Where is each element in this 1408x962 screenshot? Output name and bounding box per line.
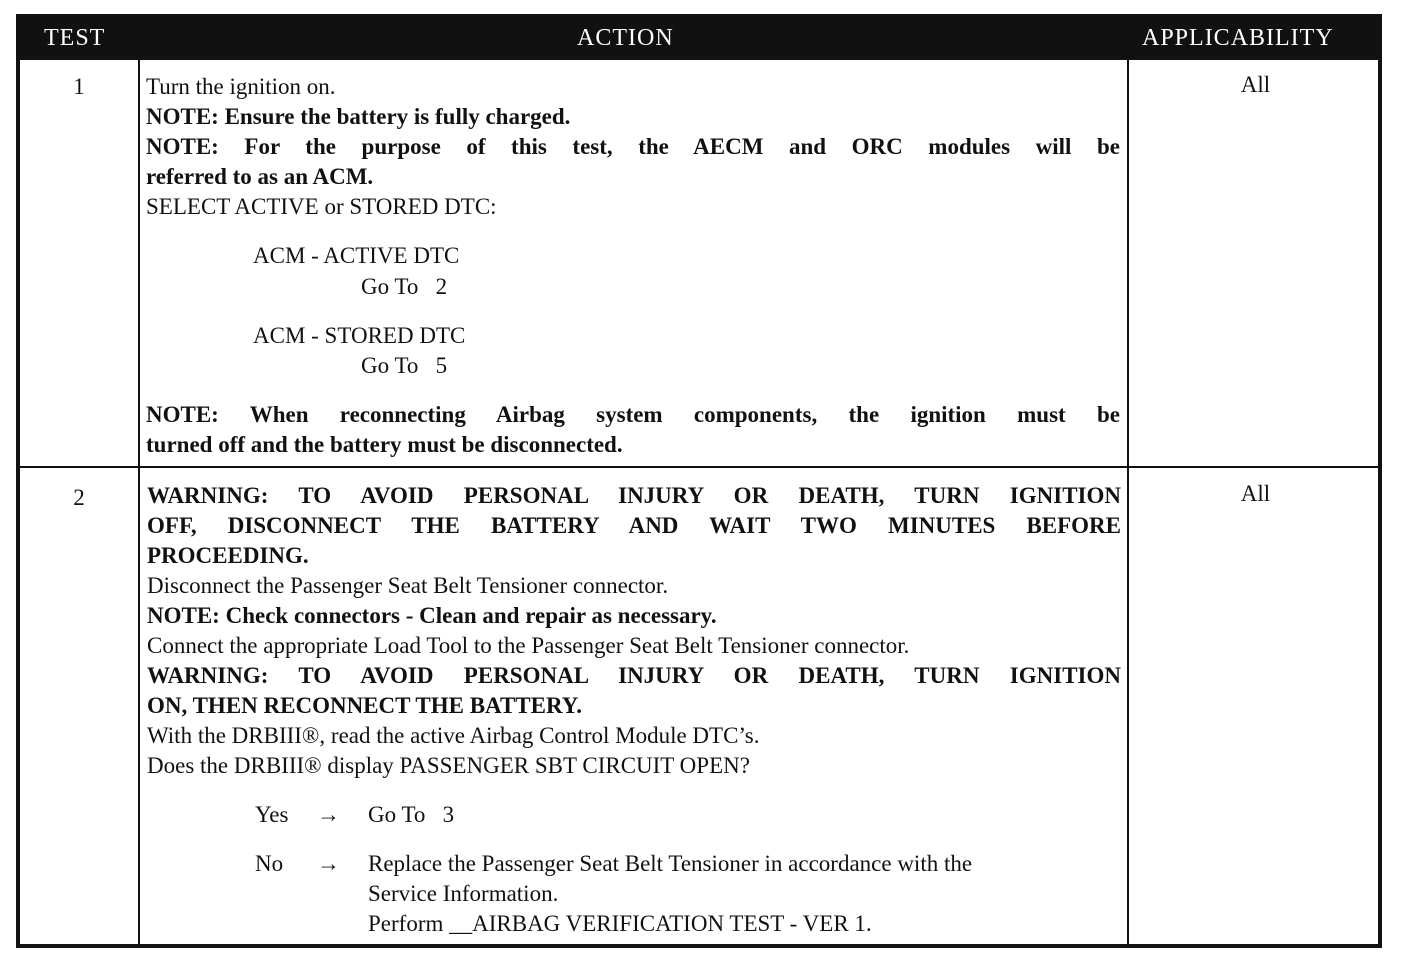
header-test: TEST [44, 25, 106, 51]
row-1-test-number: 1 [73, 74, 85, 99]
row-1-note-acm-cont: referred to as an ACM. [146, 164, 374, 189]
row-divider [20, 466, 1382, 468]
row-1-goto-2: Go To 2 [361, 274, 448, 299]
row-2-warning-2b: ON, THEN RECONNECT THE BATTERY. [147, 693, 583, 718]
column-divider-test [138, 60, 140, 948]
row-1-select-dtc: SELECT ACTIVE or STORED DTC: [146, 194, 497, 219]
row-2-goto-3: Go To 3 [368, 802, 455, 827]
row-2-question: Does the DRBIII® display PASSENGER SBT CIRCUIT OPEN? [147, 753, 750, 778]
row-2-warning-1b: OFF, DISCONNECT THE BATTERY AND WAIT TWO MINUTES BEFORE [147, 513, 1121, 538]
row-1-option-stored: ACM - STORED DTC [253, 323, 466, 348]
row-2-answer-no: No [255, 851, 284, 876]
row-2-warning-2a: WARNING: TO AVOID PERSONAL INJURY OR DEATH, TURN IGNITION [147, 663, 1121, 688]
row-1-action-line: Turn the ignition on. [146, 74, 336, 99]
row-2-connect-load-tool: Connect the appropriate Load Tool to the Passenger Seat Belt Tensioner connector. [147, 633, 910, 658]
header-action: ACTION [577, 25, 674, 51]
row-2-verification-test: Perform __AIRBAG VERIFICATION TEST - VER 1. [368, 911, 872, 936]
row-1-note-reconnect: NOTE: When reconnecting Airbag system components, the ignition must be [146, 402, 1120, 427]
row-2-disconnect: Disconnect the Passenger Seat Belt Tensioner connector. [147, 573, 669, 598]
row-1-note-acm: NOTE: For the purpose of this test, the AECM and ORC modules will be [146, 134, 1120, 159]
diagnostic-test-table [16, 14, 1382, 948]
row-2-yes-arrow: → [317, 802, 340, 827]
row-2-note-connectors: NOTE: Check connectors - Clean and repair as necessary. [147, 603, 717, 628]
row-2-replace-instruction: Replace the Passenger Seat Belt Tensioner in accordance with the [368, 851, 973, 876]
row-2-read-dtc: With the DRBIII®, read the active Airbag Control Module DTC’s. [147, 723, 760, 748]
row-1-option-active: ACM - ACTIVE DTC [253, 243, 460, 268]
table-header [20, 18, 1378, 60]
row-2-applicability: All [1240, 481, 1271, 506]
header-applicability: APPLICABILITY [1142, 25, 1334, 51]
row-2-answer-yes: Yes [255, 802, 289, 827]
row-1-goto-5: Go To 5 [361, 353, 448, 378]
row-1-note-reconnect-cont: turned off and the battery must be disconnected. [146, 432, 623, 457]
row-1-applicability: All [1240, 72, 1271, 97]
row-2-warning-1a: WARNING: TO AVOID PERSONAL INJURY OR DEATH, TURN IGNITION [147, 483, 1121, 508]
row-2-warning-1c: PROCEEDING. [147, 543, 309, 568]
row-2-test-number: 2 [73, 485, 85, 510]
row-1-note-battery: NOTE: Ensure the battery is fully charged. [146, 104, 571, 129]
row-2-replace-instruction-cont: Service Information. [368, 881, 559, 906]
row-2-no-arrow: → [317, 851, 340, 876]
